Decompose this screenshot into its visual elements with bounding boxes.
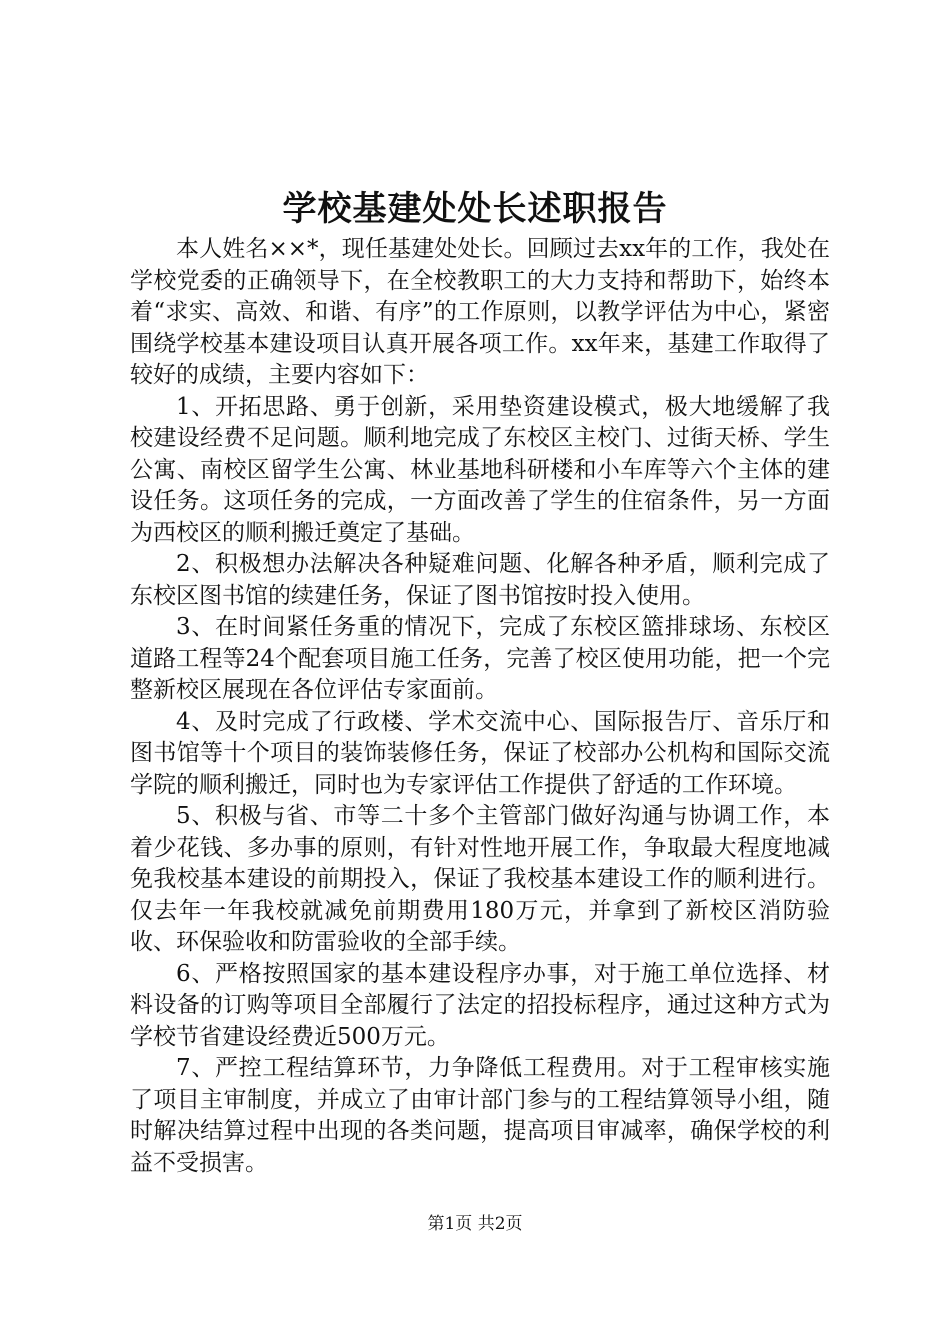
paragraph-item-3: 3、在时间紧任务重的情况下，完成了东校区篮排球场、东校区道路工程等24个配套项目施工任务，完善了校区使用功能，把一个完整新校区展现在各位评估专家面前。 [130,614,830,703]
paragraph-item-2: 2、积极想办法解决各种疑难问题、化解各种矛盾，顺利完成了东校区图书馆的续建任务，保证了图书馆按时投入使用。 [130,551,830,609]
paragraph-item-6: 6、严格按照国家的基本建设程序办事，对于施工单位选择、材料设备的订购等项目全部履行了法定的招投标程序，通过这种方式为学校节省建设经费近500万元。 [130,960,830,1050]
paragraph-item-1: 1、开拓思路、勇于创新，采用垫资建设模式，极大地缓解了我校建设经费不足问题。顺利地完成了东校区主校门、过街天桥、学生公寓、南校区留学生公寓、林业基地科研楼和小车库等六个主体的建设任务。这项任务的完成，一方面改善了学生的住宿条件，另一方面为西校区的顺利搬迁奠定了基础。 [130,393,830,546]
paragraph-item-5: 5、积极与省、市等二十多个主管部门做好沟通与协调工作，本着少花钱、多办事的原则，有针对性地开展工作，争取最大程度地减免我校基本建设的前期投入，保证了我校基本建设工作的顺利进行。仅去年一年我校就减免前期费用180万元，并拿到了新校区消防验收、环保验收和防雷验收的全部手续。 [130,803,830,955]
document-title: 学校基建处处长述职报告 [282,189,668,229]
paragraph-intro: 本人姓名××*，现任基建处处长。回顾过去xx年的工作，我处在学校党委的正确领导下，在全校教职工的大力支持和帮助下，始终本着“求实、高效、和谐、有序”的工作原则，以教学评估为中心，紧密围绕学校基本建设项目认真开展各项工作。xx年来，基建工作取得了较好的成绩，主要内容如下： [130,236,830,388]
paragraph-item-7: 7、严控工程结算环节，力争降低工程费用。对于工程审核实施了项目主审制度，并成立了由审计部门参与的工程结算领导小组，随时解决结算过程中出现的各类问题，提高项目审减率，确保学校的利益不受损害。 [130,1055,830,1176]
paragraph-item-4: 4、及时完成了行政楼、学术交流中心、国际报告厅、音乐厅和图书馆等十个项目的装饰装修任务，保证了校部办公机构和国际交流学院的顺利搬迁，同时也为专家评估工作提供了舒适的工作环境。 [130,708,830,798]
page-number-footer: 第1页 共2页 [427,1214,523,1234]
document-body [130,234,830,1179]
